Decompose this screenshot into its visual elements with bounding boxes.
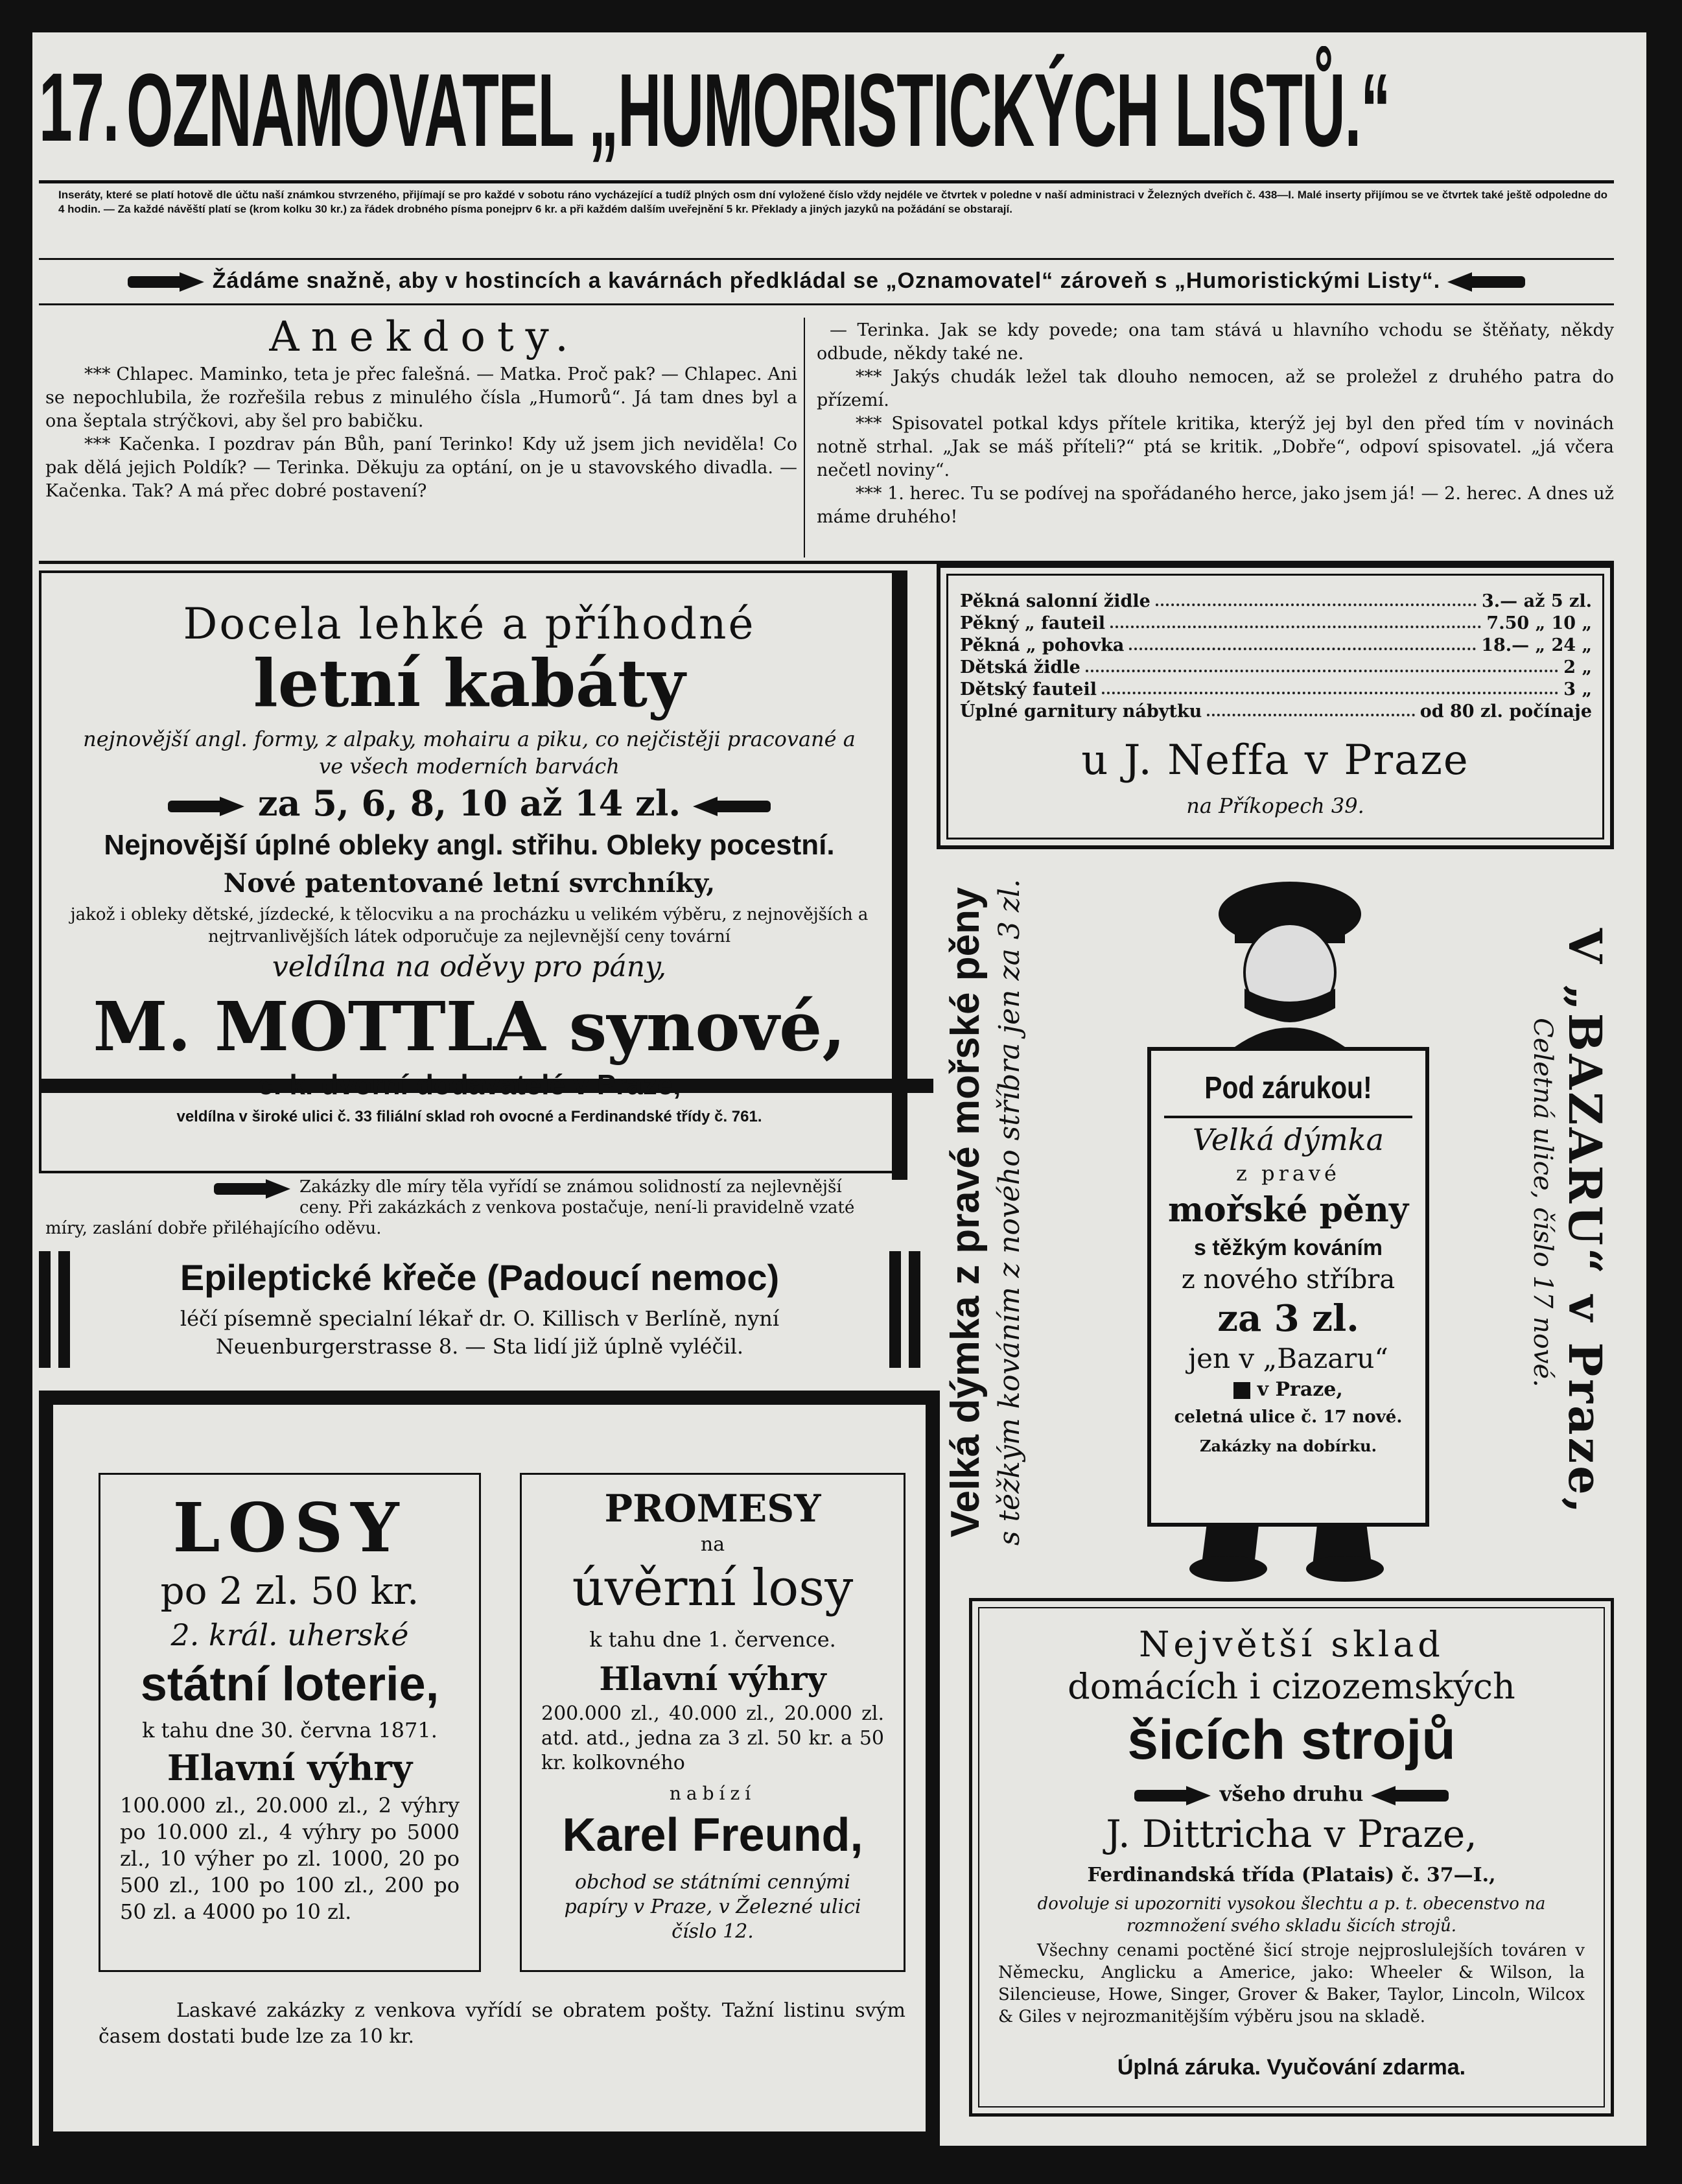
- item-price: 18.— „ 24 „: [1481, 635, 1592, 655]
- pointing-hand-icon: [168, 797, 246, 816]
- page-title: OZNAMOVATEL „HUMORISTICKÝCH LISTŮ.“: [126, 52, 1390, 168]
- anekdota: *** Jakýs chudák ležel tak dlouho nemocen, až se proležel z druhého patra do přízemí.: [817, 367, 1614, 410]
- mottl-line9: veldílna v široké ulici č. 33 filiální sklad roh ovocné a Ferdinandské třídy č. 761.: [176, 1108, 762, 1125]
- mottl-line8: c. k. dvorní dodavatelé v Praze,: [257, 1069, 681, 1101]
- killisch-text1: léčí písemně specialní lékař dr. O. Killisch v Berlíně, nyní: [180, 1306, 780, 1331]
- promesy-firm: Karel Freund,: [562, 1809, 863, 1861]
- anekdota: — Terinka. Jak se kdy povede; ona tam stává u hlavního vchodu se štěňaty, někdy odbude, někdy také ne.: [817, 320, 1614, 364]
- killisch-text2: Neuenburgerstrasse 8. — Sta lidí již úplně vyléčil.: [215, 1334, 744, 1359]
- sign-l9: celetná ulice č. 17 nové.: [1174, 1407, 1403, 1427]
- neff-advert: [937, 564, 1614, 849]
- mottl-line4: Nejnovější úplné obleky angl. střihu. Obleky pocestní.: [104, 829, 835, 861]
- dittrich-l4: všeho druhu: [1219, 1781, 1364, 1806]
- losy-wins-title: Hlavní výhry: [167, 1747, 413, 1789]
- seal-icon: [1233, 1382, 1250, 1399]
- dittrich-advert: [969, 1598, 1614, 2117]
- losy-big: státní loterie,: [140, 1657, 439, 1711]
- mottl-price-line: [41, 784, 897, 823]
- sign-l3: mořské pěny: [1167, 1190, 1409, 1230]
- item-price: 2 „: [1563, 657, 1592, 677]
- losy-title: LOSY: [172, 1488, 407, 1568]
- dittrich-l4-line: [972, 1781, 1611, 1806]
- anekdoty-left-column: [45, 363, 797, 503]
- dittrich-l1: Největší sklad: [1139, 1624, 1444, 1665]
- sign-l7: jen v „Bazaru“: [1188, 1343, 1388, 1374]
- issue-number: 17.: [39, 53, 118, 161]
- losy-wins: 100.000 zl., 20.000 zl., 2 výhry po 10.000 zl., 4 výhry po 5000 zl., 10 výher po zl. 1000, 20 po 500 zl., 100 po 100 zl., 200 po 50 zl. a 4000 po 10 zl.: [120, 1793, 460, 1924]
- sign-l2: z pravé: [1236, 1161, 1340, 1186]
- promesy-nabizi: nabízí: [669, 1783, 756, 1804]
- mottl-firm: M. MOTTLA synové,: [93, 987, 846, 1066]
- mottl-footer: Zakázky dle míry těla vyřídí se známou solidností za nejlevnější ceny. Při zakázkách z venkova postačuje, není-li pravidelně vzaté míry, zaslání dobře přiléhajícího oděvu.: [45, 1177, 855, 1238]
- sign-l10: Zakázky na dobírku.: [1200, 1437, 1377, 1455]
- neff-address: na Příkopech 39.: [1186, 793, 1364, 818]
- losy-advert: [99, 1473, 481, 1972]
- promesy-big: úvěrní losy: [572, 1559, 854, 1617]
- sign-l4: s těžkým kováním: [1193, 1236, 1383, 1260]
- item-name: Dětská židle: [960, 657, 1080, 677]
- price-row: [960, 679, 1592, 701]
- freund-footer: Laskavé zakázky z venkova vyřídí se obratem pošty. Tažní listinu svým časem dostati bude lze za 10 kr.: [99, 1999, 905, 2048]
- promesy-addr: obchod se státními cennými papíry v Praze, v Železné ulici číslo 12.: [564, 1871, 861, 1943]
- lottery-frame: [39, 1391, 940, 2146]
- item-name: Pěkná salonní židle: [960, 591, 1151, 611]
- item-name: Pěkná „ pohovka: [960, 635, 1125, 655]
- pointing-hand-icon: [1134, 1786, 1212, 1805]
- bazar-advert: [937, 859, 1614, 1591]
- promesy-title: PROMESY: [604, 1486, 821, 1531]
- price-row: [960, 613, 1592, 635]
- losy-date: k tahu dne 30. června 1871.: [142, 1718, 438, 1743]
- losy-sub: 2. král. uherské: [170, 1617, 409, 1652]
- bazar-sign: [1147, 1047, 1429, 1527]
- mottl-line5: Nové patentované letní svrchníky,: [223, 868, 716, 898]
- item-price: od 80 zl. počínaje: [1419, 701, 1592, 722]
- bazar-vertical-left-2: s těžkým kováním z nového stříbra jen za 3 zl.: [993, 878, 1026, 1546]
- price-row: [960, 591, 1592, 613]
- dittrich-l3: šicích strojů: [1127, 1709, 1456, 1771]
- sign-l6: za 3 zl.: [1217, 1297, 1359, 1340]
- item-price: 3.— až 5 zl.: [1482, 591, 1592, 611]
- item-name: Dětský fauteil: [960, 679, 1097, 699]
- item-price: 3 „: [1563, 679, 1592, 699]
- pointing-hand-icon: [214, 1179, 292, 1199]
- promesy-date: k tahu dne 1. července.: [589, 1627, 836, 1652]
- dittrich-l2: domácích i cizozemských: [1068, 1666, 1515, 1707]
- price-row: [960, 657, 1592, 679]
- neff-firm: u J. Neffa v Praze: [1081, 736, 1469, 784]
- bazar-vertical-right-2: Celetná ulice, číslo 17 nové.: [1528, 1018, 1558, 1387]
- anekdota: *** Kačenka. I pozdrav pán Bůh, paní Terinko! Kdy už jsem jich neviděla! Co pak dělá jejich Poldík? — Terinka. Děkuju za optání, on je u stavovského divadla. — Kačenka. Tak? A má přec dobré postavení?: [45, 434, 797, 501]
- promesy-wins: 200.000 zl., 40.000 zl., 20.000 zl. atd. atd., jedna za 3 zl. 50 kr. a 50 kr. kolkovného: [541, 1702, 884, 1774]
- notice-line: [39, 266, 1614, 296]
- mottl-line7: veldílna na oděvy pro pány,: [272, 950, 667, 983]
- notice-text: Žádáme snažně, aby v hostincích a kavárnách předkládal se „Oznamovatel“ zároveň s „Humoristickými Listy“.: [212, 268, 1441, 293]
- killisch-advert: [39, 1251, 920, 1381]
- item-name: Pěkný „ fauteil: [960, 613, 1106, 633]
- dittrich-l8: Všechny cenami poctěné šicí stroje nejproslulejších továren v Německu, Anglicku a Americe, jako: Wheeler & Wilson, la Silencieuse, Howe, Singer, Grover & Baker, Taylor, Lincoln, Wilcox & Giles v nejrozmanitějším výběru jsou na skladě.: [998, 1941, 1585, 2026]
- dittrich-l9: Úplná záruka. Vyučování zdarma.: [1117, 2055, 1466, 2080]
- mottl-advert: [39, 570, 907, 1173]
- mottl-line2: letní kabáty: [253, 645, 686, 722]
- price-row: [960, 701, 1592, 723]
- pointing-hand-icon: [1371, 1786, 1449, 1805]
- dittrich-l7: dovoluje si upozorniti vysokou šlechtu a p. t. obecenstvo na rozmnožení svého skladu šicích strojů.: [1037, 1894, 1546, 1936]
- item-price: 7.50 „ 10 „: [1486, 613, 1592, 633]
- sign-l5: z nového stříbra: [1181, 1265, 1396, 1295]
- bazar-vertical-right-1: V „BAZARU“ v Praze,: [1558, 928, 1612, 1516]
- newspaper-page: [32, 32, 1646, 2146]
- mottl-line1: Docela lehké a příhodné: [183, 599, 756, 649]
- anekdota: *** Spisovatel potkal kdys přítele kritika, kterýž jej byl den před tím v novinách notně strhal. „Jak se máš příteli?“ ptá se kritik. „Dobře“, odpoví spisovatel. „já včera nečetl noviny“.: [817, 414, 1614, 480]
- anekdoty-right-column: [817, 319, 1614, 529]
- mottl-price: za 5, 6, 8, 10 až 14 zl.: [257, 782, 681, 824]
- bazar-vertical-left-1: Velká dýmka z pravé mořské pěny: [943, 887, 988, 1538]
- anekdota: *** Chlapec. Maminko, teta je přec falešná. — Matka. Proč pak? — Chlapec. Ani se nepochlubila, že rozřešila rebus z minulého čísla „Humorů“. Já tam dnes byl a ona šeptala strýčkovi, aby šel pro babičku.: [45, 364, 797, 431]
- pointing-hand-icon: [693, 797, 771, 816]
- pointing-hand-icon: [1447, 272, 1525, 292]
- pointing-hand-icon: [128, 272, 205, 292]
- anekdoty-title: Anekdoty.: [269, 313, 580, 361]
- sign-title: Pod zárukou!: [1204, 1071, 1372, 1105]
- dittrich-l6: Ferdinandská třída (Platais) č. 37—I.,: [1087, 1864, 1496, 1886]
- mottl-footer-line: [45, 1177, 862, 1239]
- promesy-wins-title: Hlavní výhry: [599, 1660, 826, 1698]
- dittrich-l5: J. Dittricha v Praze,: [1106, 1812, 1477, 1856]
- sign-l8-line: [1151, 1378, 1425, 1401]
- promesy-advert: [520, 1473, 905, 1972]
- sign-l8: v Praze,: [1257, 1378, 1343, 1401]
- neff-price-list: [960, 591, 1592, 723]
- killisch-title: Epileptické křeče (Padoucí nemoc): [180, 1257, 780, 1298]
- losy-price: po 2 zl. 50 kr.: [160, 1569, 419, 1613]
- price-row: [960, 635, 1592, 657]
- anekdota: *** 1. herec. Tu se podívej na spořádaného herce, jako jsem já! — 2. herec. A dnes už máme druhého!: [817, 484, 1614, 527]
- promesy-na: na: [700, 1533, 725, 1556]
- mottl-line6: jakož i obleky dětské, jízdecké, k tělocviku a na procházku u velikém výběru, z nejnovějších a nejtrvanlivějších látek odporučuje za nejlevnější ceny tovární: [70, 905, 869, 946]
- item-name: Úplné garnitury nábytku: [960, 701, 1202, 722]
- mottl-line3: nejnovější angl. formy, z alpaky, mohairu a piku, co nejčistěji pracované a ve všech moderních barvách: [83, 727, 856, 779]
- subscription-text: Inseráty, které se platí hotově dle účtu naší známkou stvrzeného, přijímají se pro každé v sobotu ráno vycházející a tudíž plných osm dní vyložené číslo vždy nejdéle ve čtvrtek v poledne v naší administraci v Železných dveřích č. 438—I. Malé inserty přijímou se ve čtvrtek také ještě odpoledne do 4 hodin. — Za každé návěští platí se (krom kolku 30 kr.) za řádek drobného písma ponejprv 6 kr. a při každém dalším uveřejnění 5 kr. Překlady a jiných jazyků na požádání se obstarají.: [58, 189, 1607, 215]
- sign-l1: Velká dýmka: [1192, 1122, 1384, 1157]
